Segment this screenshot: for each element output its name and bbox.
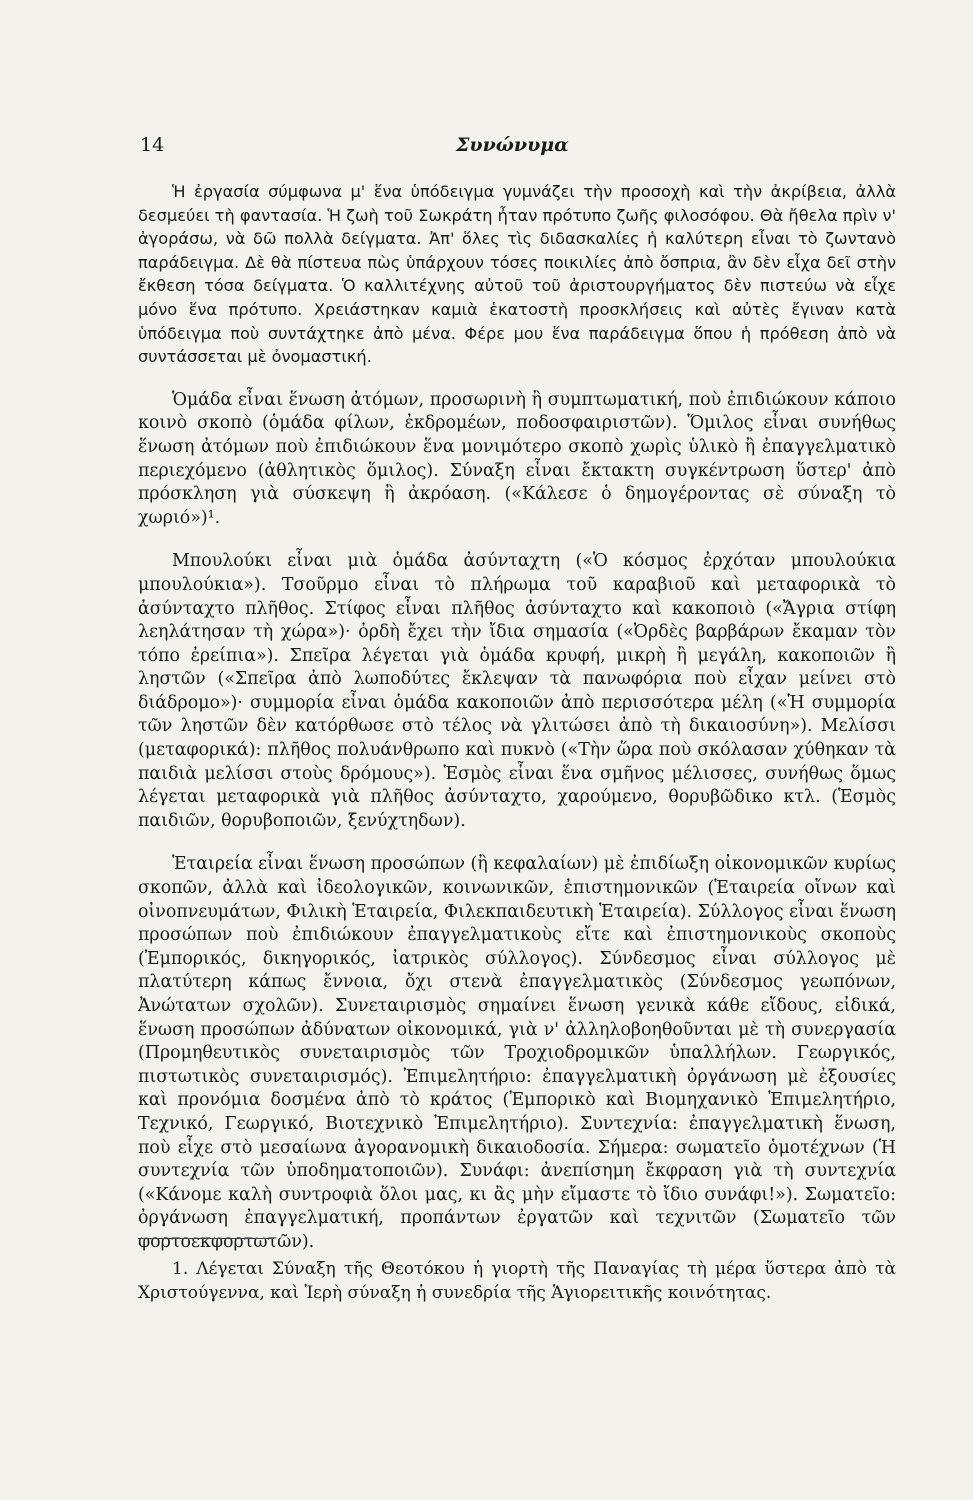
page-number: 14 [140, 134, 165, 156]
main-text [138, 180, 896, 1255]
paragraph-1: Ἡ ἐργασία σύμφωνα μ' ἕνα ὑπόδειγμα γυμνάζει τὴν προσοχὴ καὶ τὴν ἀκρίβεια, ἀλλὰ δεσμεύει τὴ φαντασία. Ἡ ζωὴ τοῦ Σωκράτη ἦταν πρότυπο ζωῆς φιλοσόφου. Θὰ ἤθελα πρὶν ν' ἀγοράσω, νὰ δῶ πολλὰ δείγματα. Ἀπ' ὅλες τὶς διδασκαλίες ἡ καλύτερη εἶναι τὸ ζωντανὸ παράδειγμα. Δὲ θὰ πίστευα πὼς ὑπάρχουν τόσες ποικιλίες ἀπὸ ὄσπρια, ἂν δὲν εἶχα δεῖ στὴν ἔκθεση τόσα δείγματα. Ὁ καλλιτέχνης αὐτοῦ τοῦ ἀριστουργήματος δὲν πιστεύω νὰ εἶχε μόνο ἕνα πρότυπο. Χρειάστηκαν καμιὰ ἑκατοστὴ προσκλήσεις καὶ αὐτὲς ἔγιναν κατὰ ὑπόδειγμα ποὺ συντάχτηκε ἀπὸ μένα. Φέρε μου ἕνα παράδειγμα ὅπου ἡ πρόθεση ἀπὸ νὰ συντάσσεται μὲ ὀνομαστική. [138, 182, 896, 367]
paragraph-3: Μπουλούκι εἶναι μιὰ ὁμάδα ἀσύνταχτη («Ὁ κόσμος ἐρχόταν μπουλούκια μπουλούκια»). Τσοῦρμο εἶναι τὸ πλήρωμα τοῦ καραβιοῦ καὶ μεταφορικὰ τὸ ἀσύνταχτο πλῆθος. Στίφος εἶναι πλῆθος ἀσύνταχτο καὶ κακοποιὸ («Ἄγρια στίφη λεηλάτησαν τὴ χώρα»)· ὀρδὴ ἔχει τὴν ἴδια σημασία («Ὀρδὲς βαρβάρων ἔκαμαν τὸν τόπο ἐρείπια»). Σπεῖρα λέγεται γιὰ ὁμάδα κρυφή, μικρὴ ἢ μεγάλη, κακοποιῶν ἢ ληστῶν («Σπεῖρα ἀπὸ λωποδύτες ἔκλεψαν τὰ πανωφόρια ποὺ εἶχαν μείνει στὸ διάδρομο»)· συμμορία εἶναι ὁμάδα κακοποιῶν ἀπὸ περισσότερα μέλη («Ἡ συμμορία τῶν ληστῶν δὲν κατόρθωσε στὸ τέλος νὰ γλιτώσει ἀπὸ τὴ δικαιοσύνη»). Μελίσσι (μεταφορικά): πλῆθος πολυάνθρωπο καὶ πυκνὸ («Τὴν ὥρα ποὺ σκόλασαν χύθηκαν τὰ παιδιὰ μελίσσι στοὺς δρόμους»). Ἑσμὸς εἶναι ἕνα σμῆνος μέλισσες, συνήθως ὅμως λέγεται μεταφορικὰ γιὰ πλῆθος ἀσύνταχτο, χαρούμενο, θορυβῶδικο κτλ. (Ἑσμὸς παιδιῶν, θορυβοποιῶν, ξενύχτηδων). [138, 551, 896, 831]
paragraph-4: Ἑταιρεία εἶναι ἕνωση προσώπων (ἢ κεφαλαίων) μὲ ἐπιδίωξη οἰκονομικῶν κυρίως σκοπῶν, ἀλλὰ καὶ ἰδεολογικῶν, κοινωνικῶν, ἐπιστημονικῶν (Ἑταιρεία οἴνων καὶ οἰνοπνευμάτων, Φιλικὴ Ἑταιρεία, Φιλεκπαιδευτικὴ Ἑταιρεία). Σύλλογος εἶναι ἕνωση προσώπων ποὺ ἐπιδιώκουν ἐπαγγελματικοὺς εἴτε καὶ ἐπιστημονικοὺς σκοποὺς (Ἐμπορικός, δικηγορικός, ἰατρικὸς σύλλογος). Σύνδεσμος εἶναι σύλλογος μὲ πλατύτερη κάπως ἔννοια, ὄχι στενὰ ἐπαγγελματικὸς (Σύνδεσμος γεωπόνων, Ἀνώτατων σχολῶν). Συνεταιρισμὸς σημαίνει ἕνωση γενικὰ κάθε εἴδους, εἰδικά, ἕνωση προσώπων ἀδύνατων οἰκονομικά, γιὰ ν' ἀλληλοβοηθοῦνται μὲ τὴ συνεργασία (Προμηθευτικὸς συνεταιρισμὸς τῶν Τροχιοδρομικῶν ὑπαλλήλων. Γεωργικός, πιστωτικὸς συνεταιρισμός). Ἐπιμελητήριο: ἐπαγγελματικὴ ὀργάνωση μὲ ἐξουσίες καὶ προνόμια δοσμένα ἀπὸ τὸ κράτος (Ἐμπορικὸ καὶ Βιομηχανικὸ Ἐπιμελητήριο, Τεχνικό, Γεωργικό, Βιοτεχνικὸ Ἐπιμελητήριο). Συντεχνία: ἐπαγγελματικὴ ἕνωση, ποὺ εἶχε στὸ μεσαίωνα ἀγορανομικὴ δικαιοδοσία. Σήμερα: σωματεῖο ὁμοτέχνων (Ἡ συντεχνία τῶν ὑποδηματοποιῶν). Συνάφι: ἀνεπίσημη ἔκφραση γιὰ τὴ συντεχνία («Κάνομε καλὴ συντροφιὰ ὅλοι μας, κι ἂς μὴν εἴμαστε τὸ ἴδιο συνάφι!»). Σωματεῖο: ὀργάνωση ἐπαγγελματική, προπάντων ἐργατῶν καὶ τεχνιτῶν (Σωματεῖο τῶν φορτοεκφορτωτῶν). [138, 854, 896, 1252]
footnote: 1. Λέγεται Σύναξη τῆς Θεοτόκου ἡ γιορτὴ τῆς Παναγίας τὴ μέρα ὕστερα ἀπὸ τὰ Χριστούγεννα, καὶ Ἱερὴ σύναξη ἡ συνεδρία τῆς Ἁγιορειτικῆς κοινότητας. [138, 1259, 896, 1303]
paragraph-2: Ὁμάδα εἶναι ἕνωση ἀτόμων, προσωρινὴ ἢ συμπτωματική, ποὺ ἐπιδιώκουν κάποιο κοινὸ σκοπὸ (ὁμάδα φίλων, ἐκδρομέων, ποδοσφαιριστῶν). Ὅμιλος εἶναι συνήθως ἕνωση ἀτόμων ποὺ ἐπιδιώκουν ἕνα μονιμότερο σκοπὸ χωρὶς ὑλικὸ ἢ ἐπαγγελματικὸ περιεχόμενο (ἀθλητικὸς ὅμιλος). Σύναξη εἶναι ἔκτακτη συγκέντρωση ὕστερ' ἀπὸ πρόσκληση γιὰ σύσκεψη ἢ ἀκρόαση. («Κάλεσε ὁ δημογέροντας σὲ σύναξη τὸ χωριό»)¹. [138, 389, 896, 528]
running-title: Συνώνυμα [456, 134, 569, 156]
footnote-rule [138, 1238, 274, 1239]
